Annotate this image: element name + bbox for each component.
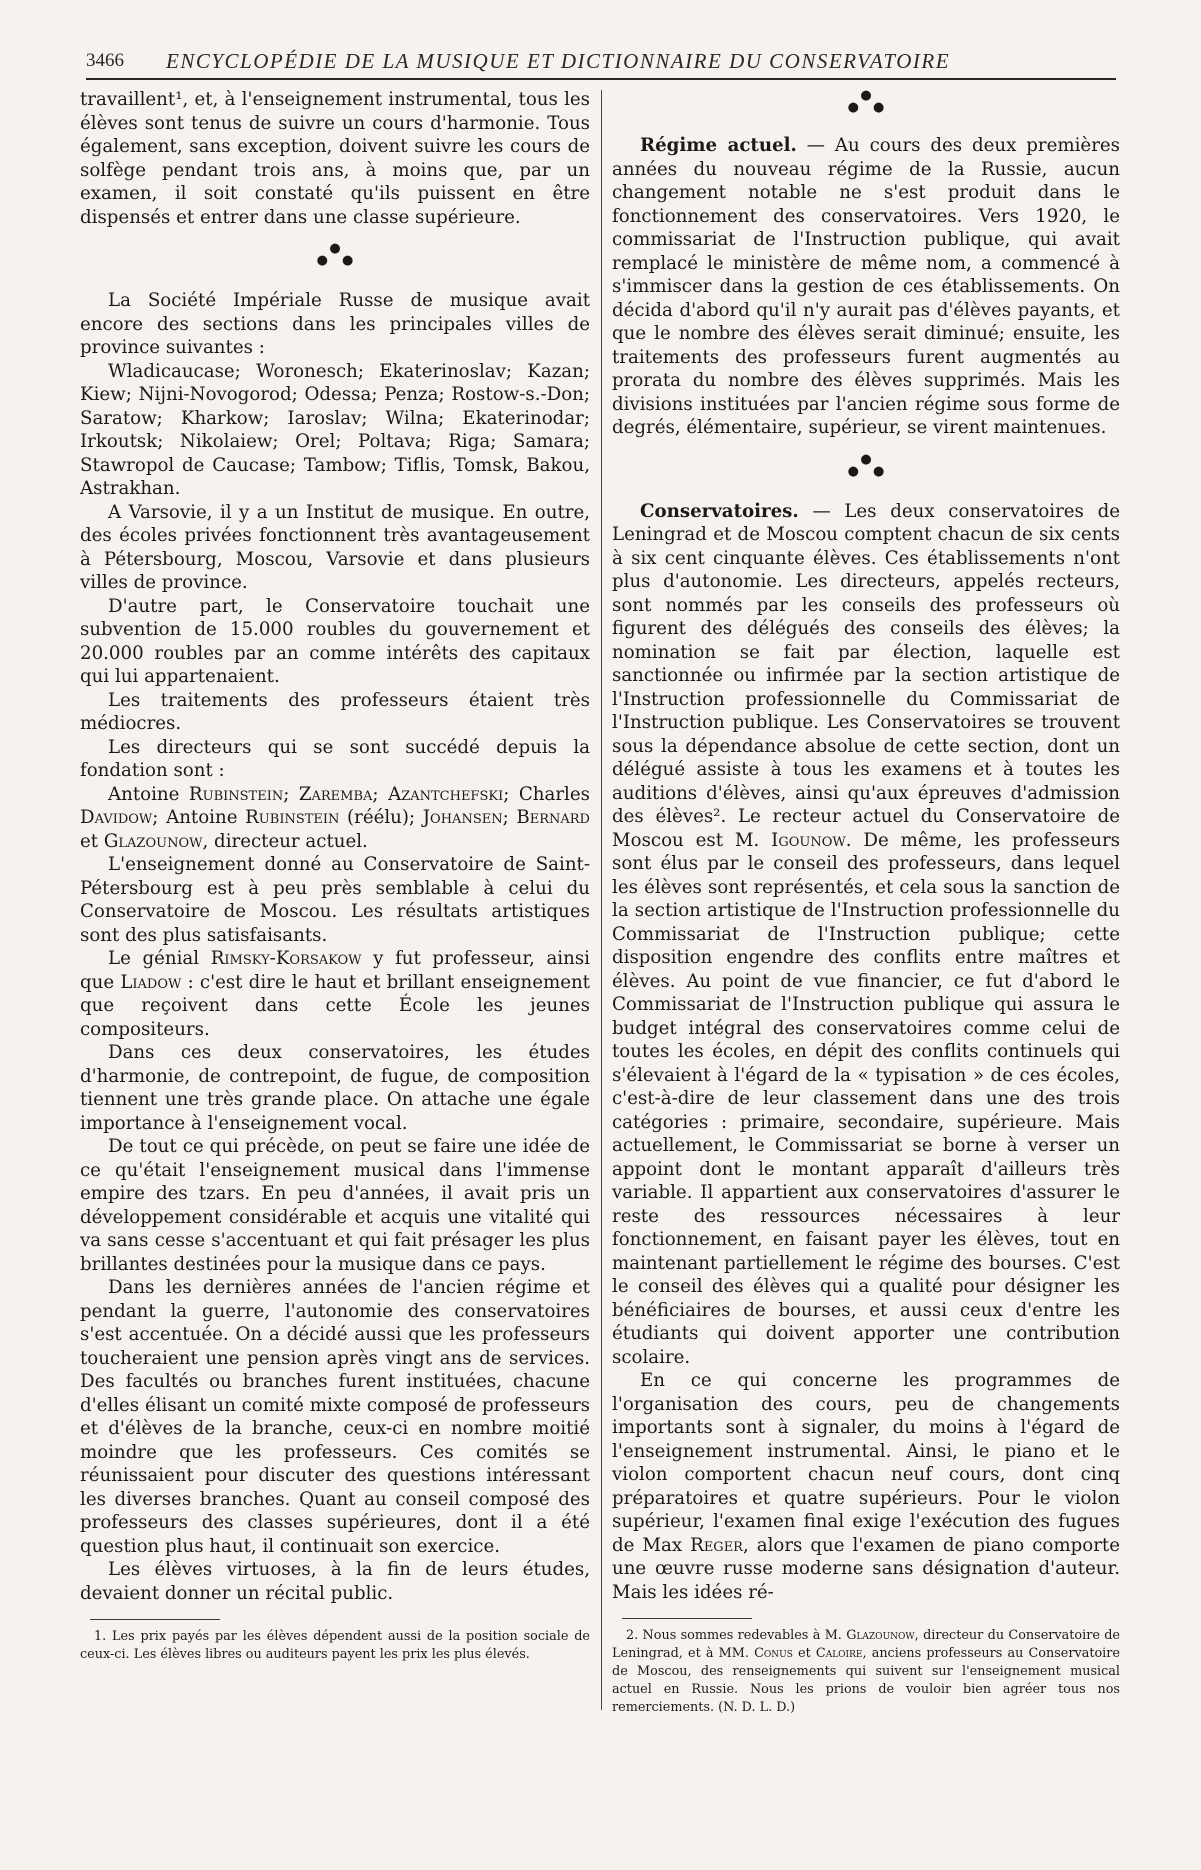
director-name: Rubinstein	[245, 807, 340, 828]
paragraph-subvention: D'autre part, le Conservatoire touchait une subvention de 15.000 roubles du gouvernement et 20.000 roubles par an comme intérêts des capitaux qui lui appartenaient.	[80, 595, 590, 687]
conjunction: et	[80, 830, 99, 852]
text-run: — Les deux conservatoires de Leningrad et de Moscou comptent chacun de six cents à six cent cinquante élèves. Ces établissements n'ont plus d'autonomie. Les directeurs, appelés recteurs, sont nommés par les conseils des professeurs où figurent des délégués des conseils des élèves; la nomination se fait par élection, laquelle est sanctionnée ou infirmée par la section artistique de l'Instruction professionnelle du Commissariat de l'Instruction publique. Les Conservatoires se trouvent sous la dépendance absolue de cette section, dont un délégué assiste à tous les examens et à toutes les auditions d'élèves, ainsi qu'aux épreuves d'admission des élèves². Le recteur actuel du Conservatoire de Moscou est M.	[612, 500, 1120, 851]
composer-name: Liadow	[120, 971, 182, 993]
director-name: Zaremba	[298, 783, 373, 805]
paragraph-directeurs: Les directeurs qui se sont succédé depuis la fondation sont :	[80, 736, 590, 781]
paragraph-intro: travaillent¹, et, à l'enseignement instrumental, tous les élèves sont tenus de suivre un cours d'harmonie. Tous également, sans exception, doivent suivre les cours de solfège pendant trois ans, à moins que, par un examen, il soit constaté qu'ils puissent en être dispensés et entrer dans une classe supérieure.	[80, 89, 590, 228]
person-name: Glazounow	[846, 1628, 915, 1643]
text-run: Le génial	[108, 948, 200, 969]
composer-name: Rimsky-Korsakow	[210, 948, 362, 969]
director-name: Rubinstein	[188, 783, 284, 805]
footnote-2	[612, 1627, 1120, 1717]
composer-name: Reger	[690, 1534, 743, 1556]
paragraph-regime	[612, 134, 1120, 440]
director-name: Glazounow	[103, 830, 203, 852]
director-name: Davidow	[80, 807, 153, 828]
journal-title: ENCYCLOPÉDIE DE LA MUSIQUE ET DICTIONNAIRE DU CONSERVATOIRE	[166, 49, 951, 73]
right-column	[612, 88, 1120, 1717]
footnote-rule	[622, 1618, 752, 1619]
paragraph-genial	[80, 947, 590, 1041]
person-name: Conus	[754, 1646, 793, 1661]
director-firstname: Antoine	[108, 783, 180, 805]
text-run: , anciens professeurs au Conservatoire de Moscou, des renseignements qui suivent sur l'enseignement musical actuel en Russie. Nous les prions de vouloir bien agréer tous nos remerciements. (N. D. L. D.)	[612, 1646, 1120, 1715]
person-name: Igounow	[771, 829, 846, 851]
director-name: Johansen	[422, 807, 503, 828]
page-number: 3466	[86, 50, 124, 71]
paragraph-traitements: Les traitements des professeurs étaient très médiocres.	[80, 689, 590, 734]
paragraph-societe: La Société Impériale Russe de musique avait encore des sections dans les principales villes de province suivantes :	[80, 290, 590, 358]
text-run: , directeur du Conservatoire de Leningrad, et à MM.	[612, 1628, 1121, 1661]
section-separator: ● ●●	[847, 88, 899, 115]
director-note: directeur actuel.	[214, 830, 368, 852]
text-run: 2. Nous sommes redevables à M.	[626, 1628, 842, 1643]
paragraph-varsovie: A Varsovie, il y a un Institut de musique. En outre, des écoles privées fonctionnent très avantageusement à Pétersbourg, Moscou, Varsovie et dans plusieurs villes de province.	[80, 501, 590, 593]
running-header	[86, 48, 1116, 80]
paragraph-virtuoses: Les élèves virtuoses, à la fin de leurs études, devaient donner un récital public.	[80, 1559, 590, 1604]
paragraph-programmes	[612, 1369, 1120, 1604]
text-run: : c'est dire le haut et brillant enseignement que reçoivent dans cette École les jeunes compositeurs.	[80, 971, 590, 1040]
director-note: (réélu)	[347, 807, 409, 828]
left-column	[80, 88, 590, 1664]
paragraph-conservatoires	[612, 500, 1120, 1370]
person-name: Caloire	[815, 1646, 863, 1661]
director-name: Azantchefski	[388, 783, 504, 805]
text-run: y fut professeur, ainsi que	[80, 948, 590, 993]
paragraph-dernieres: Dans les dernières années de l'ancien régime et pendant la guerre, l'autonomie des conservatoires s'est accentuée. On a décidé aussi que les professeurs toucheraient une pension après vingt ans de services. Des facultés ou branches furent instituées, chacune d'elles élisant un comité mixte composé de professeurs et d'élèves de la branche, ceux-ci en nombre moitié moindre que les professeurs. Ces comités se réunissaient pour discuter des questions intéressant les diverses branches. Quant au conseil composé des professeurs des classes supérieures, dont il a été question plus haut, il continuait son exercice.	[80, 1277, 590, 1557]
column-divider	[601, 90, 602, 1710]
text-run: et	[798, 1646, 811, 1661]
text-run: , alors que l'examen de piano comporte une œuvre russe moderne sans désignation d'auteur. Mais les idées ré-	[612, 1534, 1120, 1603]
directors-list: Antoine Rubinstein; Zaremba; Azantchefski; Charles Davidow; Antoine Rubinstein (réélu); Johansen; Bernard et Glazounow, directeur actuel.	[80, 783, 590, 852]
section-separator: ● ●●	[316, 241, 368, 268]
director-firstname: Charles	[518, 783, 590, 805]
text-run: — Au cours des deux premières années du nouveau régime de la Russie, aucun changement notable ne s'est produit dans le fonctionnement des conservatoires. Vers 1920, le commissariat de l'Instruction publique, qui avait remplacé le ministère de même nom, a commencé à s'immiscer dans la gestion de ces établissements. On décida d'abord qu'il n'y aurait pas d'élèves payants, et que le nombre des élèves serait diminué; ensuite, les traitements des professeurs furent augmentés au prorata du nombre des élèves supprimés. Mais les divisions instituées par l'ancien régime sous forme de degrés, élémentaire, supérieur, se virent maintenues.	[612, 135, 1120, 438]
text-run: En ce qui concerne les programmes de l'organisation des cours, peu de changements importants sont à signaler, du moins à l'égard de l'enseignement instrumental. Ainsi, le piano et le violon comportent chacun neuf cours, dont cinq préparatoires et quatre supérieurs. Pour le violon supérieur, l'examen final exige l'exécution des fugues de Max	[612, 1370, 1120, 1556]
text-run: . De même, les professeurs sont élus par le conseil des professeurs, dans lequel les élèves sont représentés, et cela sous la sanction de la section artistique de l'Instruction professionnelle du Commissariat de l'Instruction publique; cette disposition engendre des conflits entre maîtres et élèves. Au point de vue financier, ce fut d'abord le Commissariat de l'Instruction publique qui assura le budget intégral des conservatoires comme celui de toutes les écoles, en dépit des conflits continuels qui s'élevaient à l'égard de la « typisation » de ces écoles, c'est-à-dire de leur classement dans une des trois catégories : primaire, secondaire, supérieure. Mais actuellement, le Commissariat se borne à verser un appoint dont le montant apparaît d'ailleurs très variable. Il appartient aux conservatoires d'assurer le reste des ressources nécessaires à leur fonctionnement, en faisant payer les élèves, tout en maintenant partiellement le régime des bourses. C'est le conseil des élèves qui a qualité pour désigner les bénéficiaires de bourses, et aussi ceux d'entre les étudiants qui doivent apporter une contribution scolaire.	[612, 829, 1120, 1368]
footnote-rule	[90, 1619, 220, 1620]
section-heading: Conservatoires.	[640, 500, 799, 522]
section-heading: Régime actuel.	[640, 135, 797, 156]
paragraph-deux: Dans ces deux conservatoires, les études d'harmonie, de contrepoint, de fugue, de composition tiennent une très grande place. On attache une égale importance à l'enseignement vocal.	[80, 1042, 590, 1134]
director-name: Bernard	[516, 807, 590, 828]
section-separator: ● ●●	[847, 451, 899, 479]
director-firstname: Antoine	[166, 807, 238, 828]
paragraph-precede: De tout ce qui précède, on peut se faire une idée de ce qu'était l'enseignement musical dans l'immense empire des tzars. En peu d'années, il avait pris un développement considérable et acquis une vitalité qui va sans cesse s'accentuant et qui fait présager les plus brillantes destinées pour la musique dans ce pays.	[80, 1136, 590, 1275]
paragraph-enseignement: L'enseignement donné au Conservatoire de Saint-Pétersbourg est à peu près semblable à celui du Conservatoire de Moscou. Les résultats artistiques sont des plus satisfaisants.	[80, 854, 590, 946]
paragraph-villes: Wladicaucase; Woronesch; Ekaterinoslav; Kazan; Kiew; Nijni-Novogorod; Odessa; Penza; Rostow-s.-Don; Saratow; Kharkow; Iaroslav; Wilna; Ekaterinodar; Irkoutsk; Nikolaiew; Orel; Poltava; Riga; Samara; Stawropol de Caucase; Tambow; Tiflis, Tomsk, Bakou, Astrakhan.	[80, 360, 590, 499]
footnote-1: 1. Les prix payés par les élèves dépendent aussi de la position sociale de ceux-ci. Les élèves libres ou auditeurs payent les prix les plus élevés.	[80, 1629, 590, 1662]
